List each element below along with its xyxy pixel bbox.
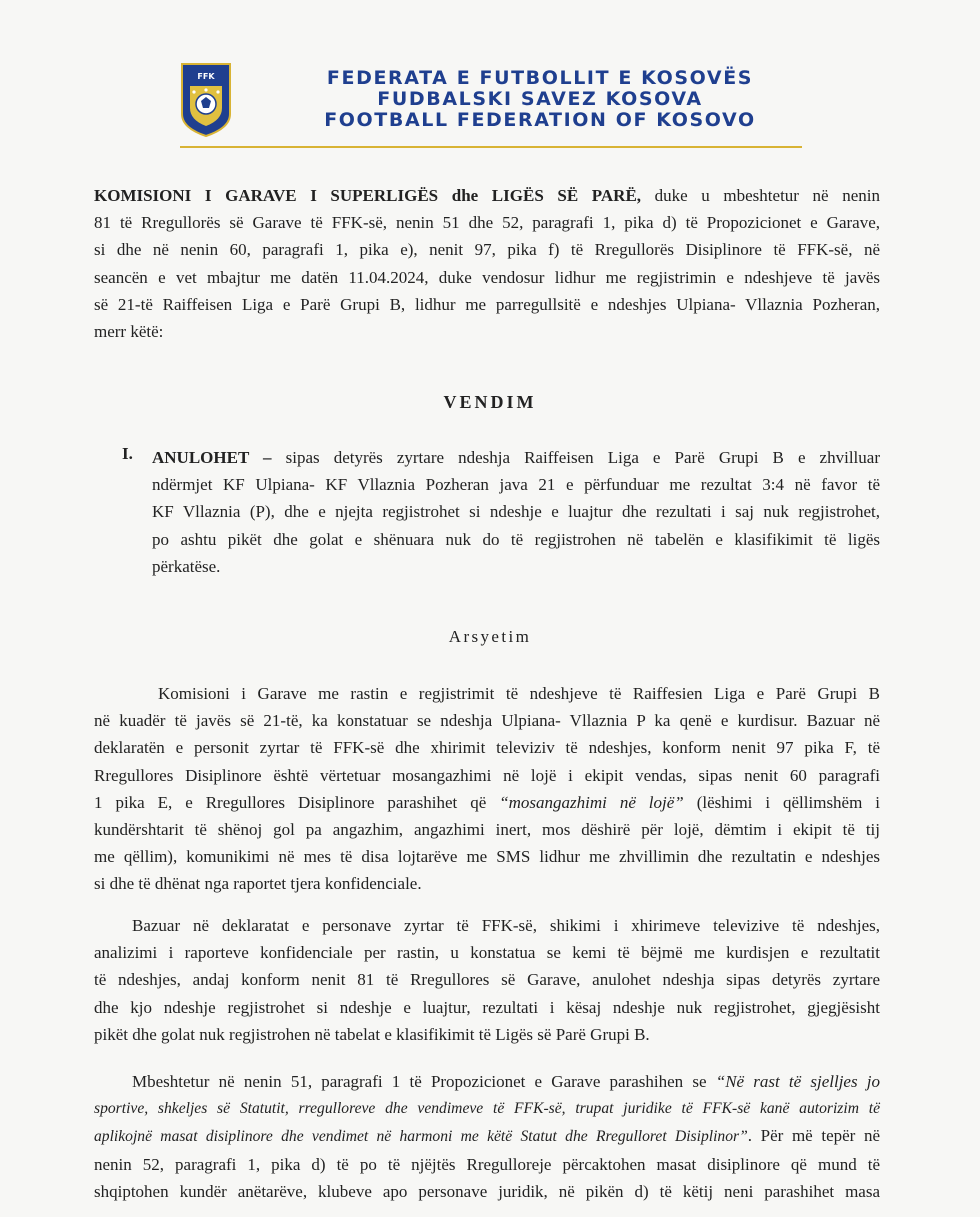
- reasoning-text: . Për më tepër në: [747, 1126, 881, 1146]
- arsyetim-heading: Arsyetim: [448, 627, 532, 646]
- intro-text: duke u mbeshtetur në nenin: [641, 186, 880, 205]
- reasoning-line: Komisioni i Garave me rastin e regjistrimit të ndeshjeve të Raiffesien Liga e Parë Grupi B: [158, 684, 880, 703]
- section-numeral: I.: [122, 444, 133, 463]
- reasoning-paragraph-3: [94, 1068, 880, 1205]
- reasoning-line: [94, 1122, 880, 1150]
- reasoning-line: kundërshtarit të shënoj gol pa angazhim, angazhimi inert, mos dëshirë për lojë, dëmtim i ekipit të tij: [94, 820, 880, 840]
- federation-title-sr: FUDBALSKI SAVEZ KOSOVA: [377, 88, 703, 110]
- federation-title-en: FOOTBALL FEDERATION OF KOSOVO: [324, 109, 756, 131]
- reasoning-paragraph-2: [94, 912, 880, 1048]
- reasoning-line: Bazuar në deklaratat e personave zyrtar të FFK-së, shikimi i xhirimeve televizive të ndeshjes,: [132, 916, 880, 935]
- intro-line: seancën e vet mbajtur me datën 11.04.2024, duke vendosur lidhur me regjistrimin e ndeshjeve të javës: [94, 267, 880, 287]
- vendim-line: KF Vllaznia (P), dhe e njejta regjistrohet si ndeshje e luajtur dhe rezultati i saj nuk regjistrohet,: [152, 502, 880, 522]
- reasoning-text: Mbeshtetur në nenin 51, paragrafi 1 të Propozicionet e Garave parashihen se: [132, 1072, 716, 1091]
- vendim-line: [152, 444, 880, 471]
- reasoning-line: shqiptohen kundër anëtarëve, klubeve apo personave juridik, në pikën d) të këtij neni parashihet masa: [94, 1181, 880, 1201]
- vendim-heading: VENDIM: [443, 392, 537, 412]
- reasoning-line: [94, 789, 880, 816]
- commission-name: KOMISIONI I GARAVE I SUPERLIGËS dhe LIGËS SË PARË,: [94, 186, 642, 205]
- intro-line: si dhe në nenin 60, paragrafi 1, pika e), nenit 97, pika f) të Rregullorës Disiplinore të FFK-së, në: [94, 240, 880, 260]
- reasoning-line: të ndeshjes, andaj konform nenit 81 të Rregullores së Garave, anulohet ndeshja sipas detyrës zyrtare: [94, 970, 880, 990]
- intro-line: [94, 182, 880, 209]
- reasoning-line: në kuadër të javës së 21-të, ka konstatuar se ndeshja Ulpiana- Vllaznia P ka qenë e kurdisur. Bazuar në: [94, 711, 880, 731]
- vendim-line: po ashtu pikët dhe golat e shënuara nuk do të regjistrohen në tabelën e klasifikimit të ligës: [152, 529, 880, 549]
- reasoning-line: pikët dhe golat nuk regjistrohen në tabelat e klasifikimit të Ligës së Parë Grupi B.: [94, 1024, 650, 1044]
- federation-title-sq: FEDERATA E FUTBOLLIT E KOSOVËS: [326, 67, 754, 89]
- reasoning-paragraph-1: [94, 680, 880, 898]
- quoted-article: aplikojnë masat disiplinore dhe vendimet në harmoni me këtë Statut dhe Rregulloret Disiplinor”: [94, 1128, 748, 1146]
- header-divider: [180, 146, 802, 148]
- reasoning-text: 1 pika E, e Rregullores Disiplinore parashihet që: [94, 792, 500, 812]
- reasoning-line: me qëllim), komunikimi në mes të disa lojtarëve me SMS lidhur me zhvillimin dhe rezultatin e ndeshjes: [94, 847, 880, 867]
- vendim-line: ndërmjet KF Ulpiana- KF Vllaznia Pozheran java 21 e përfunduar me rezultat 3:4 në favor të: [152, 475, 880, 495]
- vendim-paragraph: [152, 444, 880, 580]
- decision-keyword: ANULOHET –: [152, 448, 272, 467]
- reasoning-line: nenin 52, paragrafi 1, pika d) të po të njëjtës Rregulloreje përcaktohen masat disiplinore që mund të: [94, 1154, 880, 1174]
- intro-line: merr këtë:: [94, 322, 164, 342]
- reasoning-line: si dhe të dhënat nga raportet tjera konfidenciale.: [94, 874, 422, 894]
- reasoning-text: (lëshimi i qëllimshëm i: [683, 792, 880, 812]
- reasoning-line: dhe kjo ndeshje regjistrohet si ndeshje e luajtur, rezultati i kësaj ndeshje nuk regjistrohet, gjegjësisht: [94, 997, 880, 1017]
- intro-paragraph: [94, 182, 880, 345]
- quoted-term: “mosangazhimi në lojë”: [499, 792, 684, 812]
- reasoning-line: analizimi i raporteve konfidenciale per rastin, u konstatua se kemi të bëjmë me kurdisjen e rezultatit: [94, 943, 880, 963]
- intro-line: së 21-të Raiffeisen Liga e Parë Grupi B, lidhur me parregullsitë e ndeshjes Ulpiana- Vllaznia Pozheran,: [94, 294, 880, 314]
- intro-line: 81 të Rregullorës së Garave të FFK-së, nenin 51 dhe 52, paragrafi 1, pika d) të Propozicionet e Garave,: [94, 213, 880, 233]
- logo-text: FFK: [197, 72, 215, 81]
- quoted-article-line: sportive, shkeljes së Statutit, rregulloreve dhe vendimeve të FFK-së, trupat juridike të FFK-së kanë autorizim të: [94, 1100, 880, 1118]
- ffk-logo: [180, 62, 232, 138]
- reasoning-line: Rregullores Disiplinore është vërtetuar mosangazhimi në lojë i ekipit vendas, sipas nenit 60 paragrafi: [94, 765, 880, 785]
- federation-title: [240, 68, 840, 131]
- quoted-article: “Në rast të sjelljes jo: [715, 1072, 880, 1091]
- reasoning-line: [94, 1068, 880, 1095]
- vendim-text: sipas detyrës zyrtare ndeshja Raiffeisen Liga e Parë Grupi B e zhvilluar: [271, 448, 880, 467]
- vendim-line: përkatëse.: [152, 556, 221, 576]
- reasoning-line: deklaratën e personit zyrtar të FFK-së dhe xhirimit televiziv të ndeshjes, konform nenit 97 pika F, të: [94, 738, 880, 758]
